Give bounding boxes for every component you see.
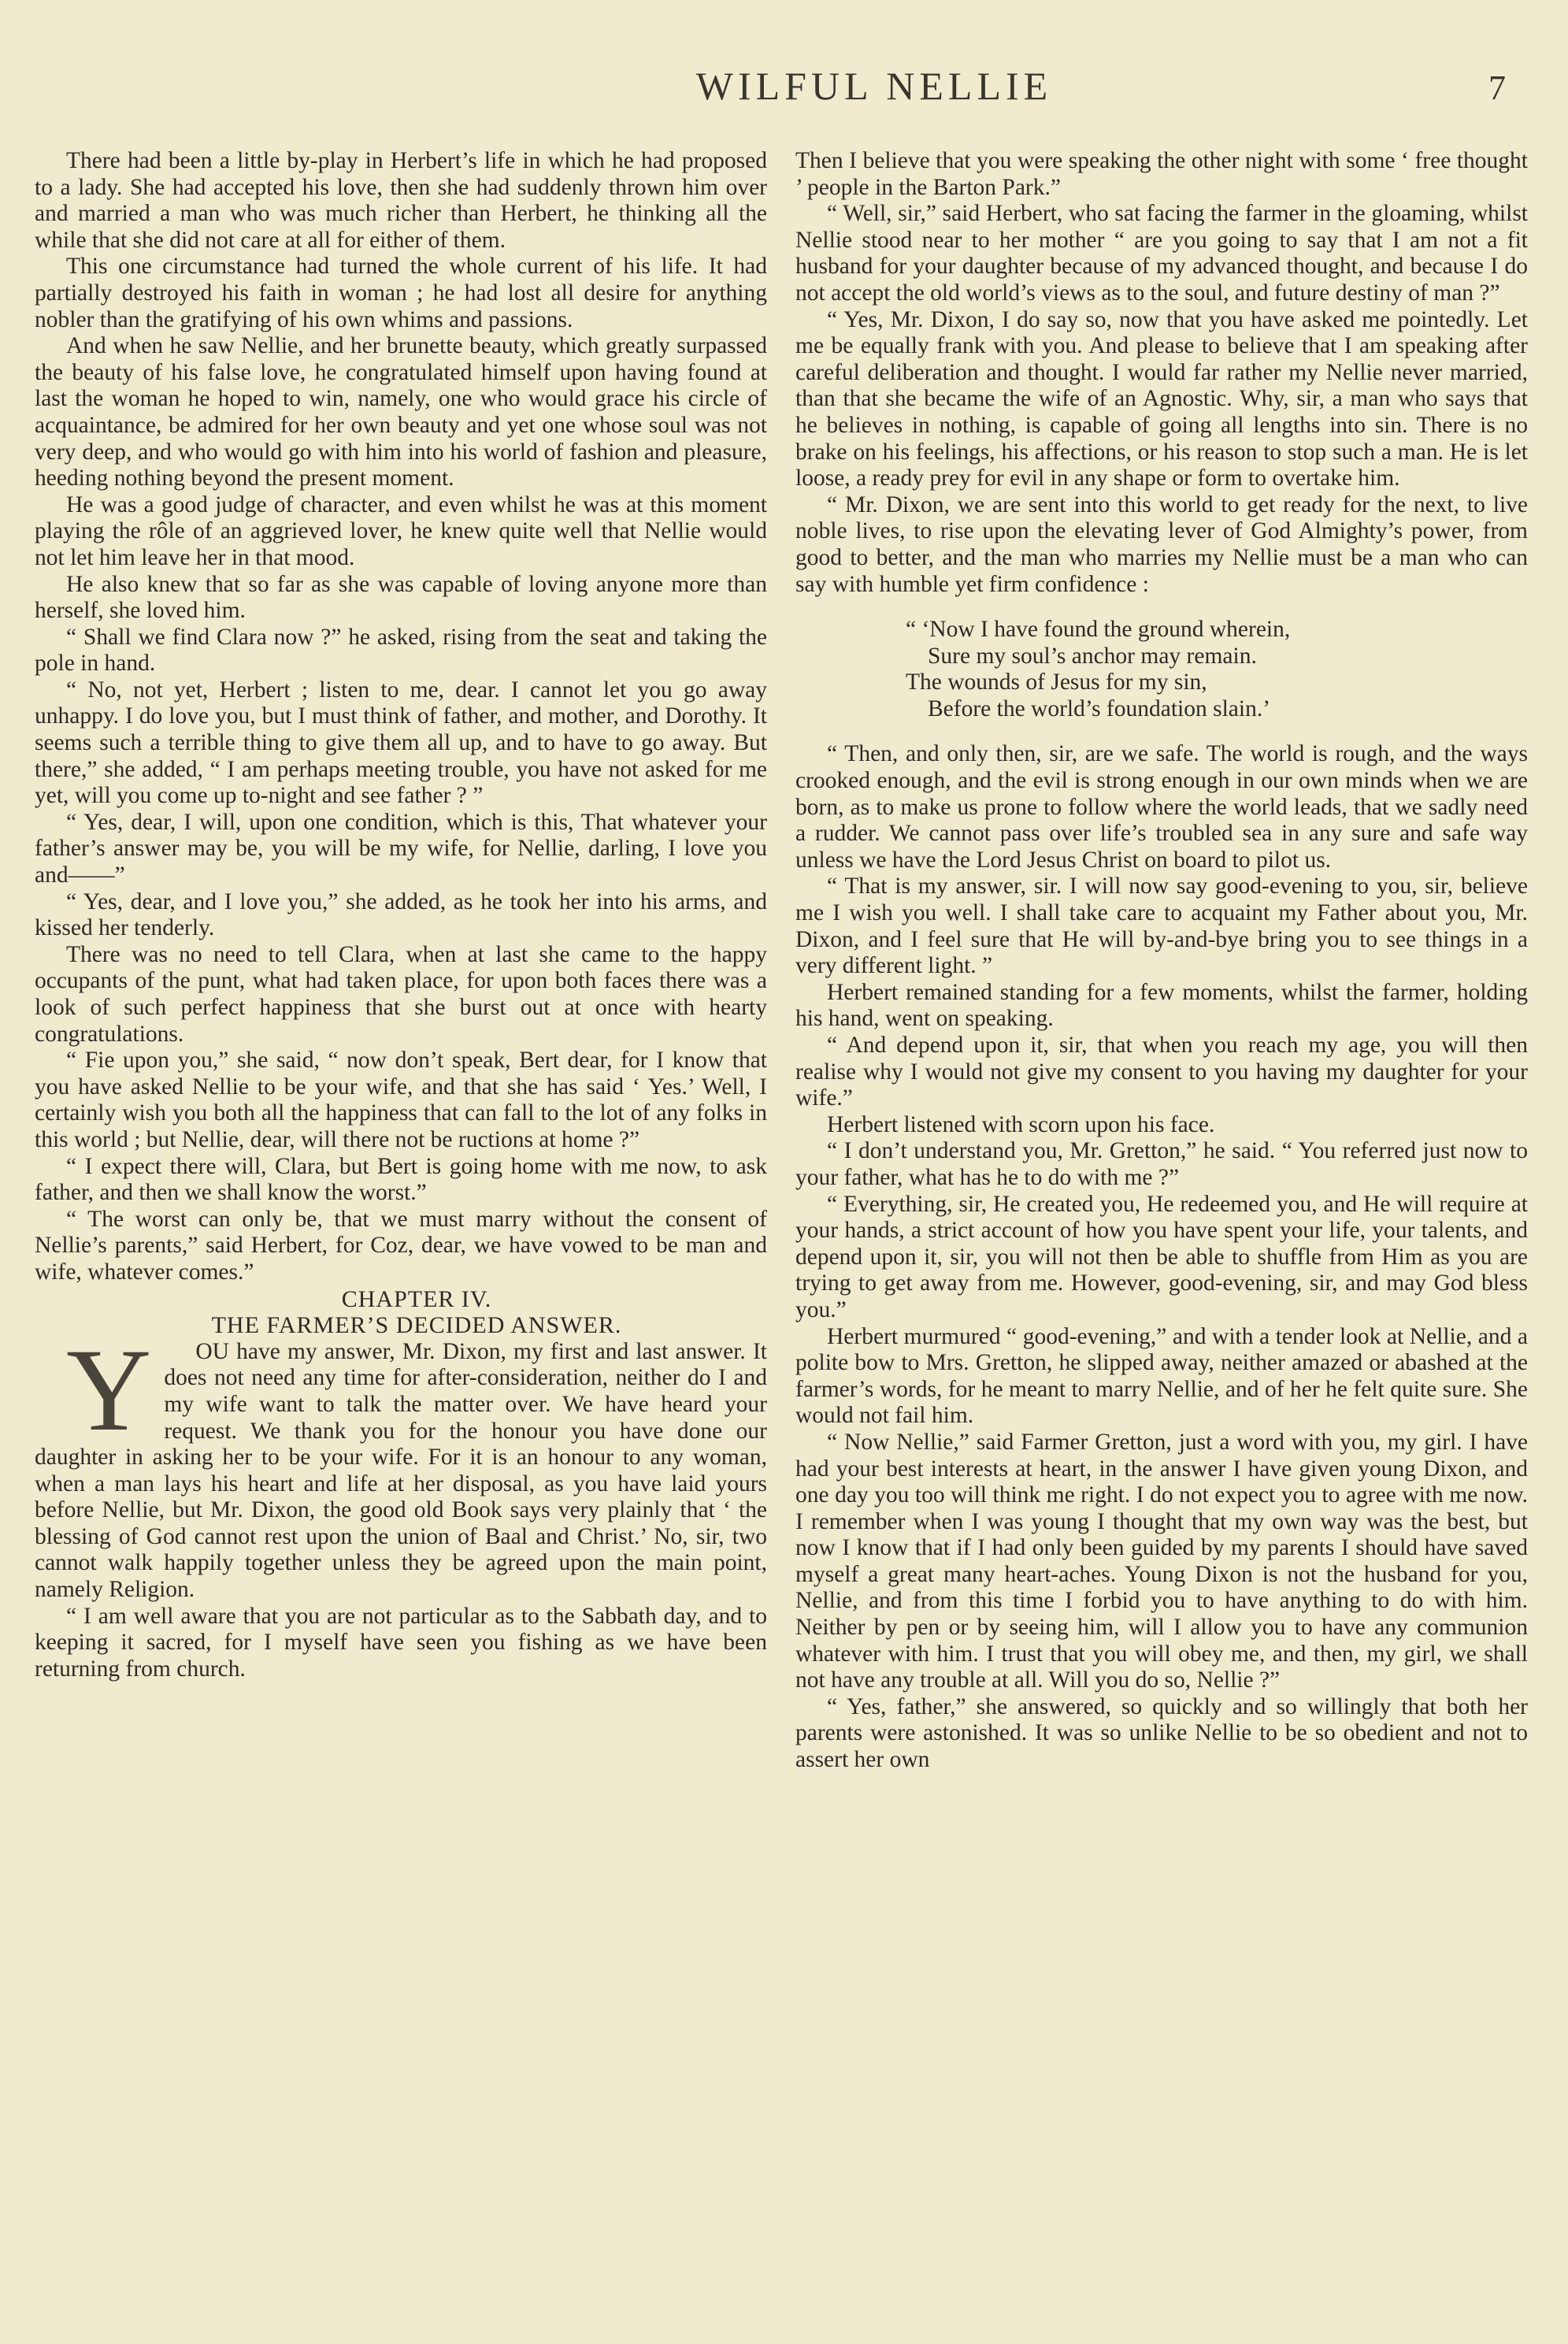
paragraph: “ Yes, father,” she answered, so quickly and so willingly that both her parents were astonished. It was so unlike Nellie to be so obedient and not to assert her own bbox=[795, 1693, 1528, 1773]
paragraph: There was no need to tell Clara, when at last she came to the happy occupants of the punt, what had taken place, for upon both faces there was a look of such perfect happiness that she burst out at once with hearty congratulations. bbox=[35, 941, 767, 1047]
continued-paragraph: Then I believe that you were speaking the other night with some ‘ free thought ’ people in the Barton Park.” bbox=[795, 148, 1528, 200]
verse-line: “ ‘Now I have found the ground wherein, bbox=[906, 617, 1291, 643]
paragraph: “ Everything, sir, He created you, He redeemed you, and He will require at your hands, a strict account of how you have spent your life, your talents, and depend upon it, sir, you will not then be able to shuffle from Him as you are trying to get away from me. However, good-evening, sir, and may God bless you.” bbox=[795, 1191, 1528, 1322]
paragraph: Herbert murmured “ good-evening,” and with a tender look at Nellie, and a polite bow to Mrs. Gretton, he slipped away, neither amazed or abashed at the farmer’s words, for he meant to marry Nellie, and of her he felt quite sure. She would not fail him. bbox=[795, 1323, 1528, 1429]
paragraph: “ Then, and only then, sir, are we safe. The world is rough, and the ways crooked enough, and the evil is strong enough in our own minds when we are born, as to make us prone to follow where the world leads, that we sadly need a rudder. We cannot pass over life’s troubled sea in any sure and safe way unless we have the Lord Jesus Christ on board to pilot us. bbox=[795, 741, 1528, 873]
verse-line: Before the world’s foundation slain.’ bbox=[928, 695, 1271, 721]
opening-text: OU have my answer, Mr. Dixon, my first and last answer. It does not need any time for after-consideration, neither do I and my wife want to talk the matter over. We have heard your request. We thank you for the honour you have done our daughter in asking her to be your wife. For it is an honour to any woman, when a man lays his heart and life at her disposal, as you have laid yours before Nellie, but Mr. Dixon, the good old Book says very plainly that ‘ the blessing of God cannot rest upon the union of Baal and Christ.’ No, sir, two cannot walk happily together unless they be agreed upon the main point, namely Religion. bbox=[35, 1338, 767, 1603]
paragraph: “ No, not yet, Herbert ; listen to me, dear. I cannot let you go away unhappy. I do love you, but I must think of father, and mother, and Dorothy. It seems such a terrible thing to give them all up, and to have to go away. But there,” she added, “ I am perhaps meeting trouble, you have not asked for me yet, will you come up to-night and see father ? ” bbox=[35, 677, 767, 809]
paragraph: “ Yes, dear, and I love you,” she added, as he took her into his arms, and kissed her tenderly. bbox=[35, 888, 767, 941]
verse-line: The wounds of Jesus for my sin, bbox=[906, 669, 1207, 695]
paragraph: There had been a little by-play in Herbert’s life in which he had proposed to a lady. She had accepted his love, then she had suddenly thrown him over and married a man who was much richer than Herbert, he thinking all the while that she did not care at all for either of them. bbox=[35, 148, 767, 253]
paragraph: And when he saw Nellie, and her brunette beauty, which greatly surpassed the beauty of his false love, he congratulated himself upon having found at last the woman he hoped to win, namely, one who would grace his circle of acquaintance, be admired for her own beauty and yet one whose soul was not very deep, and who would go with him into his world of fashion and pleasure, heeding nothing beyond the present moment. bbox=[35, 333, 767, 491]
paragraph: He was a good judge of character, and even whilst he was at this moment playing the rôle of an aggrieved lover, he knew quite well that Nellie would not let him leave her in that mood. bbox=[35, 491, 767, 570]
paragraph: “ Fie upon you,” she said, “ now don’t speak, Bert dear, for I know that you have asked Nellie to be your wife, and that she has said ‘ Yes.’ Well, I certainly wish you both all the happiness that can fall to the lot of any folks in this world ; but Nellie, dear, will there not be ructions at home ?” bbox=[35, 1048, 767, 1152]
paragraph: He also knew that so far as she was capable of loving anyone more than herself, she loved him. bbox=[35, 571, 767, 624]
paragraph: “ That is my answer, sir. I will now say good-evening to you, sir, believe me I wish you well. I shall take care to acquaint my Father about you, Mr. Dixon, and I feel sure that He will by-and-bye bring you to see things in a very different light. ” bbox=[795, 873, 1528, 979]
paragraph: This one circumstance had turned the whole current of his life. It had partially destroyed his faith in woman ; he had lost all desire for anything nobler than the gratifying of his own whims and passions. bbox=[35, 254, 767, 332]
right-column bbox=[795, 148, 1528, 1774]
left-column bbox=[35, 148, 767, 1682]
paragraph: Herbert remained standing for a few moments, whilst the farmer, holding his hand, went on speaking. bbox=[795, 979, 1528, 1032]
paragraph: “ Yes, dear, I will, upon one condition, which is this, That whatever your father’s answer may be, you will be my wife, for Nellie, darling, I love you and——” bbox=[35, 809, 767, 888]
paragraph: “ Yes, Mr. Dixon, I do say so, now that you have asked me pointedly. Let me be equally frank with you. And please to believe that I am speaking after careful deliberation and thought. I would far rather my Nellie never married, than that she became the wife of an Agnostic. Why, sir, a man who says that he believes in nothing, is capable of going all lengths into sin. There is no brake on his feelings, his affections, or his reason to stop such a man. He is let loose, a ready prey for evil in any shape or form to overtake him. bbox=[795, 306, 1528, 491]
paragraph: “ Well, sir,” said Herbert, who sat facing the farmer in the gloaming, whilst Nellie stood near to her mother “ are you going to say that I am not a fit husband for your daughter because of my advanced thought, and because I do not accept the old world’s views as to the soul, and future destiny of man ?” bbox=[795, 201, 1528, 306]
paragraph: “ I am well aware that you are not particular as to the Sabbath day, and to keeping it sacred, for I myself have seen you fishing as we have been returning from church. bbox=[35, 1603, 767, 1682]
paragraph: “ Now Nellie,” said Farmer Gretton, just a word with you, my girl. I have had your best interests at heart, in the answer I have given young Dixon, and one day you too will think me right. I do not expect you to agree with me now. I remember when I was young I thought that my own way was the best, but now I know that if I had only been guided by my parents I should have saved myself a great many heart-aches. Young Dixon is not the husband for you, Nellie, and from this time I forbid you to have anything to do with him. Neither by pen or by seeing him, will I allow you to have any communion whatever with him. I trust that you will obey me, and then, my girl, we shall not have any trouble at all. Will you do so, Nellie ?” bbox=[795, 1429, 1528, 1693]
paragraph: “ The worst can only be, that we must marry without the consent of Nellie’s parents,” said Herbert, for Coz, dear, we have vowed to be man and wife, whatever comes.” bbox=[35, 1206, 767, 1285]
paragraph: “ I don’t understand you, Mr. Gretton,” he said. “ You referred just now to your father, what has he to do with me ?” bbox=[795, 1138, 1528, 1190]
paragraph: “ Mr. Dixon, we are sent into this world to get ready for the next, to live noble lives, to rise upon the elevating lever of God Almighty’s power, from good to better, and the man who marries my Nellie must be a man who can say with humble yet firm confidence : bbox=[795, 491, 1528, 597]
hymn-verse bbox=[906, 617, 1528, 722]
paragraph: “ And depend upon it, sir, that when you reach my age, you will then realise why I would not give my consent to you having my daughter for your wife.” bbox=[795, 1033, 1528, 1111]
paragraph: “ I expect there will, Clara, but Bert is going home with me now, to ask father, and then we shall know the worst.” bbox=[35, 1153, 767, 1206]
paragraph: Herbert listened with scorn upon his face. bbox=[827, 1111, 1215, 1137]
paragraph: “ Shall we find Clara now ?” he asked, rising from the seat and taking the pole in hand. bbox=[35, 624, 767, 677]
drop-cap: Y bbox=[66, 1324, 152, 1456]
running-title: WILFUL NELLIE bbox=[695, 64, 1053, 108]
chapter-number: CHAPTER IV. bbox=[341, 1285, 492, 1312]
page-number: 7 bbox=[1488, 69, 1506, 107]
verse-line: Sure my soul’s anchor may remain. bbox=[928, 643, 1257, 669]
chapter-title: THE FARMER’S DECIDED ANSWER. bbox=[211, 1312, 622, 1339]
